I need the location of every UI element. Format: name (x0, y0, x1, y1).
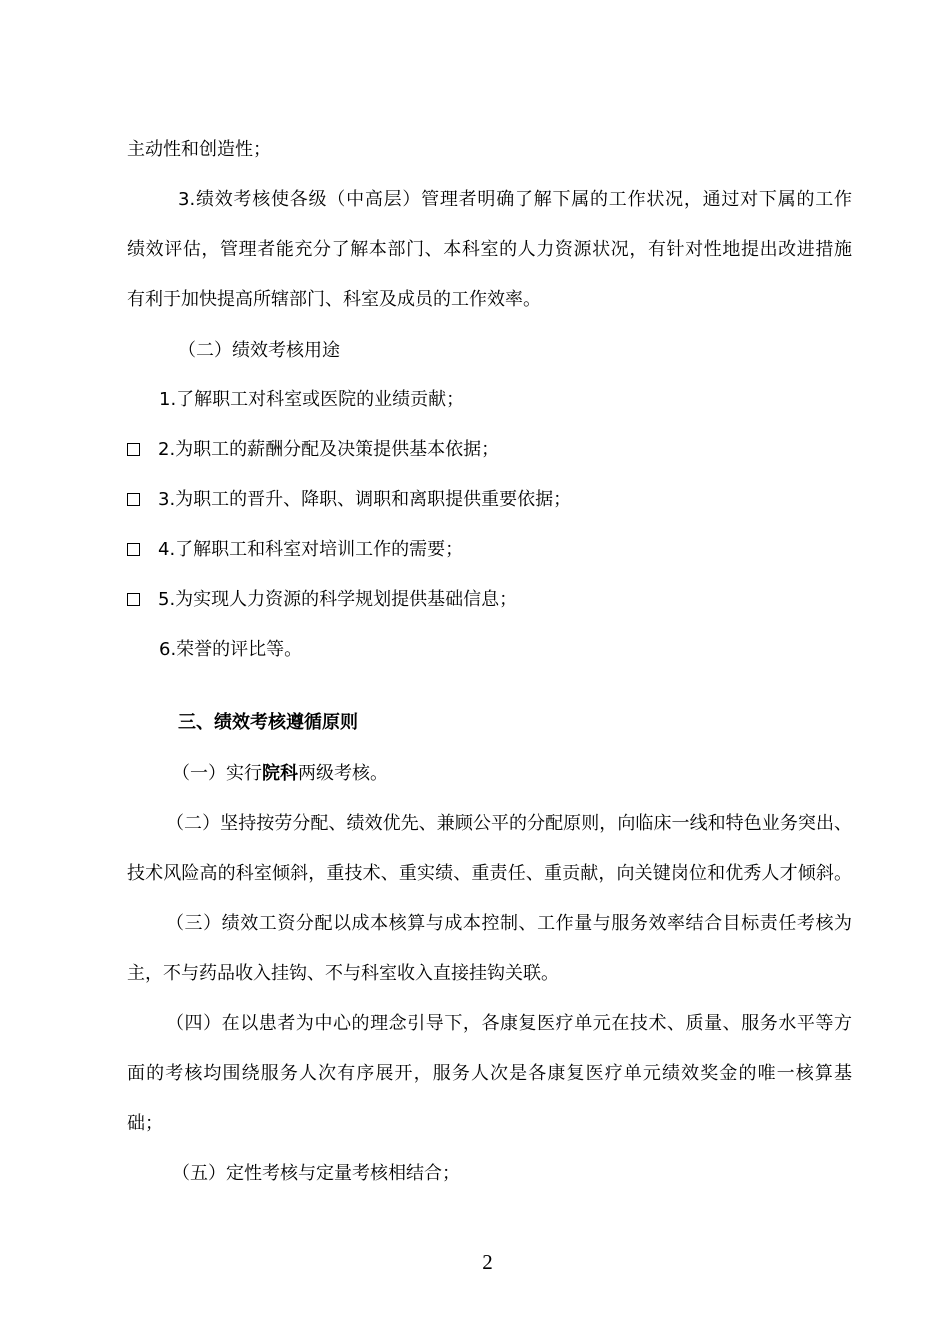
text-run: 两级考核。 (298, 763, 388, 784)
text-run: （一）实行 (172, 763, 262, 784)
chapter-heading: 三、绩效考核遵循原则 (178, 712, 358, 733)
list-item-text: 3.为职工的晋升、降职、调职和离职提供重要依据； (158, 489, 572, 510)
list-item (127, 587, 852, 613)
section-heading: （二）绩效考核用途 (178, 340, 340, 361)
paragraph-line: 主，不与药品收入挂钩、不与科室收入直接挂钩关联。 (127, 963, 559, 984)
list-item-text: 5.为实现人力资源的科学规划提供基础信息； (158, 589, 518, 610)
paragraph-line: 面的考核均围绕服务人次有序展开，服务人次是各康复医疗单元绩效奖金的唯一核算基 (127, 1063, 852, 1084)
paragraph-line: （四）在以患者为中心的理念引导下，各康复医疗单元在技术、质量、服务水平等方 (166, 1013, 852, 1034)
paragraph-line: 有利于加快提高所辖部门、科室及成员的工作效率。 (127, 289, 541, 310)
paragraph-line: 3.绩效考核使各级（中高层）管理者明确了解下属的工作状况，通过对下属的工作 (178, 189, 852, 210)
list-item (127, 487, 852, 513)
list-item (127, 437, 852, 463)
checkbox-bullet-icon (127, 543, 140, 556)
list-item-text: 4.了解职工和科室对培训工作的需要； (158, 539, 464, 560)
list-item: 1.了解职工对科室或医院的业绩贡献； (159, 389, 465, 410)
paragraph-line: （二）坚持按劳分配、绩效优先、兼顾公平的分配原则，向临床一线和特色业务突出、 (166, 813, 852, 834)
paragraph-line: 础； (127, 1113, 163, 1134)
paragraph-line: （三）绩效工资分配以成本核算与成本控制、工作量与服务效率结合目标责任考核为 (166, 913, 852, 934)
list-item-text: 2.为职工的薪酬分配及决策提供基本依据； (158, 439, 500, 460)
bold-text-run: 院科 (262, 763, 298, 784)
paragraph-line (172, 761, 852, 787)
list-item: 6.荣誉的评比等。 (159, 639, 303, 660)
checkbox-bullet-icon (127, 593, 140, 606)
paragraph-line: 绩效评估，管理者能充分了解本部门、本科室的人力资源状况，有针对性地提出改进措施 (127, 239, 852, 260)
page-number: 2 (482, 1250, 493, 1274)
paragraph-line: 技术风险高的科室倾斜，重技术、重实绩、重责任、重贡献，向关键岗位和优秀人才倾斜。 (127, 863, 852, 884)
paragraph-line: （五）定性考核与定量考核相结合； (172, 1163, 460, 1184)
checkbox-bullet-icon (127, 443, 140, 456)
checkbox-bullet-icon (127, 493, 140, 506)
list-item (127, 537, 852, 563)
paragraph-line: 主动性和创造性； (127, 139, 271, 160)
